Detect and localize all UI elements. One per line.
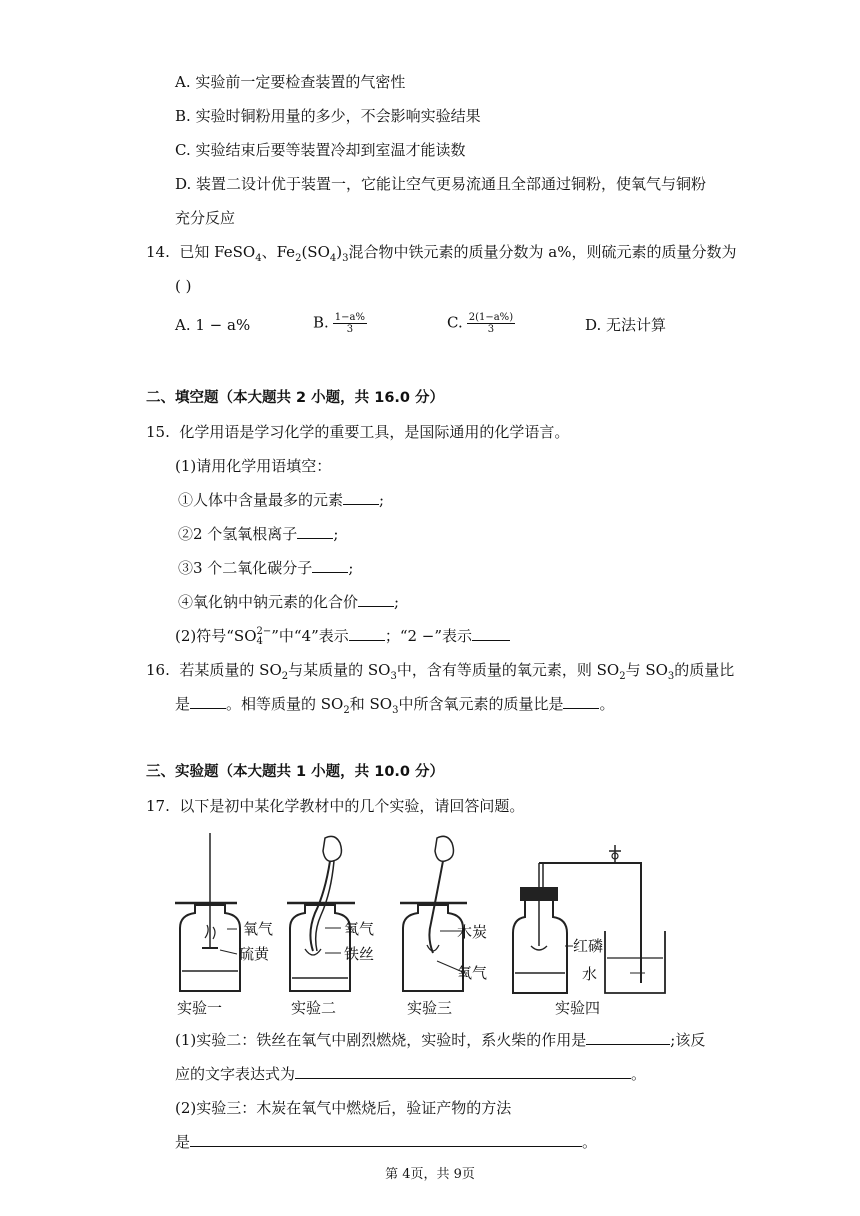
q13-option-b: B. 实验时铜粉用量的多少，不会影响实验结果: [175, 107, 481, 125]
answer-blank[interactable]: [358, 592, 394, 607]
jar-experiment-1: [175, 833, 240, 991]
label-oxygen-1: 氧气: [243, 920, 274, 938]
label-exp3: 实验三: [407, 999, 453, 1017]
q14-option-b: B. $\frac{1-a\%}{3}$: [313, 312, 366, 335]
q15-item1: ①人体中含量最多的元素 ;: [178, 491, 385, 509]
answer-blank[interactable]: [297, 524, 333, 539]
label-oxygen-2: 氧气: [344, 920, 375, 938]
q13-option-d-cont: 充分反应: [175, 209, 236, 227]
label-iron: 铁丝: [344, 945, 375, 963]
answer-blank[interactable]: [190, 694, 226, 709]
q14-paren: ( ): [175, 277, 192, 295]
label-sulfur: 硫黄: [239, 945, 270, 963]
answer-blank[interactable]: [295, 1064, 631, 1079]
label-phosphorus: 红磷: [573, 937, 604, 955]
label-charcoal: 木炭: [457, 923, 488, 941]
answer-blank[interactable]: [586, 1030, 670, 1045]
q15-item2: ②2 个氢氧根离子 ;: [178, 525, 339, 543]
q14-option-c: C. $\frac{2(1-a\%)}{3}$: [447, 312, 514, 335]
q17-part2-line1: (2)实验三：木炭在氧气中燃烧后，验证产物的方法: [175, 1099, 512, 1117]
q13-option-c: C. 实验结束后要等装置冷却到室温才能读数: [175, 141, 466, 159]
answer-blank[interactable]: [343, 490, 379, 505]
page-footer: 第 4页，共 9页: [385, 1167, 475, 1182]
label-exp2: 实验二: [291, 999, 337, 1017]
label-exp1: 实验一: [177, 999, 223, 1017]
answer-blank[interactable]: [190, 1132, 582, 1147]
q14-option-d: D. 无法计算: [585, 316, 667, 334]
experiment-figure: [175, 833, 675, 1018]
q15-item4: ④氧化钠中钠元素的化合价 ;: [178, 593, 400, 611]
answer-blank[interactable]: [472, 626, 510, 641]
answer-blank[interactable]: [349, 626, 385, 641]
q17-part1-line1: (1)实验二：铁丝在氧气中剧烈燃烧，实验时，系火柴的作用是 ;该反: [175, 1031, 706, 1049]
section-experiment-heading: 三、实验题（本大题共 1 小题，共 10.0 分）: [146, 764, 445, 780]
answer-blank[interactable]: [563, 694, 599, 709]
q14-option-a: A. 1 − a%: [175, 316, 251, 334]
q15-part2: (2)符号“SO 2− 4 ”中“4”表示 ；“2 −”表示: [175, 626, 510, 647]
q17-part2-line2: 是 。: [175, 1133, 598, 1151]
q15-stem: 15. 化学用语是学习化学的重要工具，是国际通用的化学语言。: [146, 423, 570, 441]
q17-part1-line2: 应的文字表达式为 。: [175, 1065, 647, 1083]
label-oxygen-3: 氧气: [457, 964, 488, 982]
q13-option-a: A. 实验前一定要检查装置的气密性: [175, 73, 406, 91]
section-fill-blank-heading: 二、填空题（本大题共 2 小题，共 16.0 分）: [146, 390, 445, 406]
label-exp4: 实验四: [555, 999, 601, 1017]
q15-item3: ③3 个二氧化碳分子 ;: [178, 559, 354, 577]
q17-stem: 17. 以下是初中某化学教材中的几个实验，请回答问题。: [146, 797, 525, 815]
q16-line2: 是 。相等质量的 $SO_2$和 $SO_3$中所含氧元素的质量比是 。: [175, 695, 615, 716]
answer-blank[interactable]: [312, 558, 348, 573]
q16-line1: 16. 若某质量的 $SO_2$与某质量的 $SO_3$中，含有等质量的氧元素，则 $SO_2$与 $SO_3$的质量比: [146, 661, 735, 682]
q13-option-d: D. 装置二设计优于装置一，它能让空气更易流通且全部通过铜粉，使氧气与铜粉: [175, 175, 707, 193]
q15-part1: (1)请用化学用语填空：: [175, 457, 332, 475]
label-water: 水: [582, 965, 598, 983]
q14-stem: 14. 已知 FeSO$_4$、$Fe_2(SO_4)_3$混合物中铁元素的质量分数为 a%，则硫元素的质量分数为: [146, 243, 737, 264]
jar-experiment-2: [287, 836, 355, 991]
